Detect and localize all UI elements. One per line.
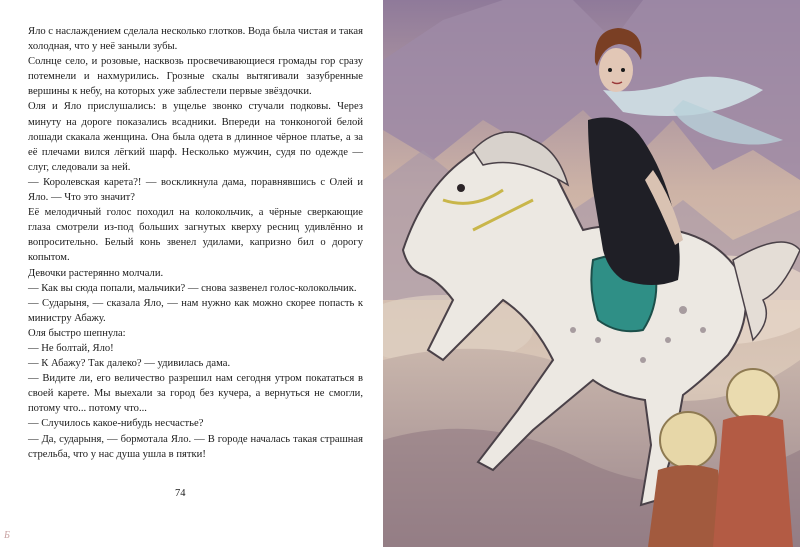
right-page (383, 0, 800, 547)
paragraph: — Как вы сюда попали, мальчики? — снова зазвенел голос-колокольчик. (28, 282, 357, 294)
page-number: 74 (175, 488, 186, 499)
paragraph: — Случилось какое-нибудь несчастье? (28, 418, 204, 430)
horse-eye (457, 184, 465, 192)
paragraph: — Королевская карета?! — воскликнула дама, поравнявшись с Олей и Яло. — Что это значит? (28, 176, 363, 204)
rider-face (599, 48, 633, 92)
rider-eye (608, 68, 612, 72)
illustration (383, 0, 800, 547)
paragraph: Солнце село, и розовые, насквозь просвечивающиеся громады гор сразу потемнели и нахмурились. Грозные скалы вытягивали зазубренные вершины к небу, на которых уже заблестели первые звёздочки. (28, 56, 363, 98)
text-block (28, 24, 363, 462)
paragraph: Её мелодичный голос походил на колокольчик, а чёрные сверкающие глаза смотрели из-под больших загнутых кверху ресниц удивлённо и вопросительно. Белый конь звенел удилами, капризно бил о дорогу копытом. (28, 207, 363, 264)
paragraph: Оля и Яло прислушались: в ущелье звонко стучали подковы. Через минуту на дороге показались всадники. Впереди на тонконогой белой лошади скакала женщина. Она была одета в длинное чёрное платье, а за её плечами вился лёгкий шарф. Несколько мужчин, судя по одежде — слуг, следовали за ней. (28, 101, 363, 173)
paragraph: — Видите ли, его величество разрешил нам сегодня утром покататься в своей карете. Мы выехали за город без кучера, а вернуться не смогли, потому что... потому что... (28, 373, 363, 415)
paragraph: — Да, сударыня, — бормотала Яло. — В городе началась такая страшная стрельба, что у нас душа ушла в пятки! (28, 433, 363, 460)
paragraph: Девочки растерянно молчали. (28, 267, 164, 279)
left-page (0, 0, 383, 547)
paragraph: — Не болтай, Яло! (28, 342, 114, 354)
corner-mark: Б (4, 530, 10, 541)
paragraph: Яло с наслаждением сделала несколько глотков. Вода была чистая и такая холодная, что у неё заныли зубы. (28, 26, 363, 53)
rider-eye (621, 68, 625, 72)
paragraph: — К Абажу? Так далеко? — удивилась дама. (28, 358, 231, 370)
paragraph: Оля быстро шепнула: (28, 327, 126, 339)
paragraph: — Сударыня, — сказала Яло, — нам нужно как можно скорее попасть к министру Абажу. (28, 297, 363, 324)
